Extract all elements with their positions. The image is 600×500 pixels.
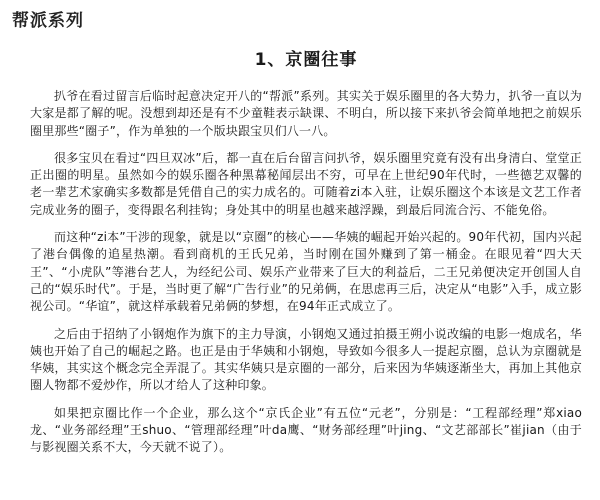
series-title: 帮派系列 [12,11,84,31]
paragraph: 很多宝贝在看过“四旦双冰”后，都一直在后台留言问扒爷，娱乐圈里究竟有没有出身清白、堂堂正正出圈的明星。虽然如今的娱乐圈各种黑幕秘闻层出不穷，可早在上世纪90年代时，一些德艺双馨的老一辈艺术家确实多数都是凭借自己的实力成名的。可随着zi本入驻，让娱乐圈这个本该是文艺工作者完成业务的圈子，变得跟名利挂钩；身处其中的明星也越来越浮躁，到最后同流合污、不能免俗。 [30,150,582,217]
paragraph: 扒爷在看过留言后临时起意决定开八的“帮派”系列。其实关于娱乐圈里的各大势力，扒爷一直以为大家是都了解的呢。没想到却还是有不少童鞋表示缺课、不明白，所以接下来扒爷会简单地把之前娱乐圈里那些“圈子”，作为单独的一个版块跟宝贝们八一八。 [30,89,582,138]
paragraph: 而这种“zi本”干涉的现象，就是以“京圈”的核心——华姨的崛起开始兴起的。90年代初，国内兴起了港台偶像的追星热潮。看到商机的王氏兄弟，当时刚在国外赚到了第一桶金。在眼见着“四大天王”、“小虎队”等港台艺人，为经纪公司、娱乐产业带来了巨大的利益后，二王兄弟便决定开创国人自己的“娱乐时代”。于是，当时更了解“广告行业”的兄弟俩，在思虑再三后，决定从“电影”入手，成立影视公司。“华谊”，就这样承载着兄弟俩的梦想，在94年正式成立了。 [30,230,582,314]
paragraph: 之后由于招纳了小钢炮作为旗下的主力导演，小钢炮又通过拍摄王朔小说改编的电影一炮成名，华姨也开始了自己的崛起之路。也正是由于华姨和小钢炮，导致如今很多人一提起京圈，总认为京圈就是华姨，其实这个概念完全弄混了。其实华姨只是京圈的一部分，后来因为华姨逐渐坐大，再加上其他京圈人物都不爱炒作，所以才给人了这种印象。 [30,326,582,393]
paragraph: 如果把京圈比作一个企业，那么这个“京氏企业”有五位“元老”，分别是：“工程部经理”郑xiao龙、“业务部经理”王shuo、“管理部经理”叶da鹰、“财务部经理”叶jing、“文艺部部长”崔jian（由于与影视圈关系不大，今天就不说了）。 [30,405,582,455]
chapter-title: 1、京圈往事 [254,50,358,70]
